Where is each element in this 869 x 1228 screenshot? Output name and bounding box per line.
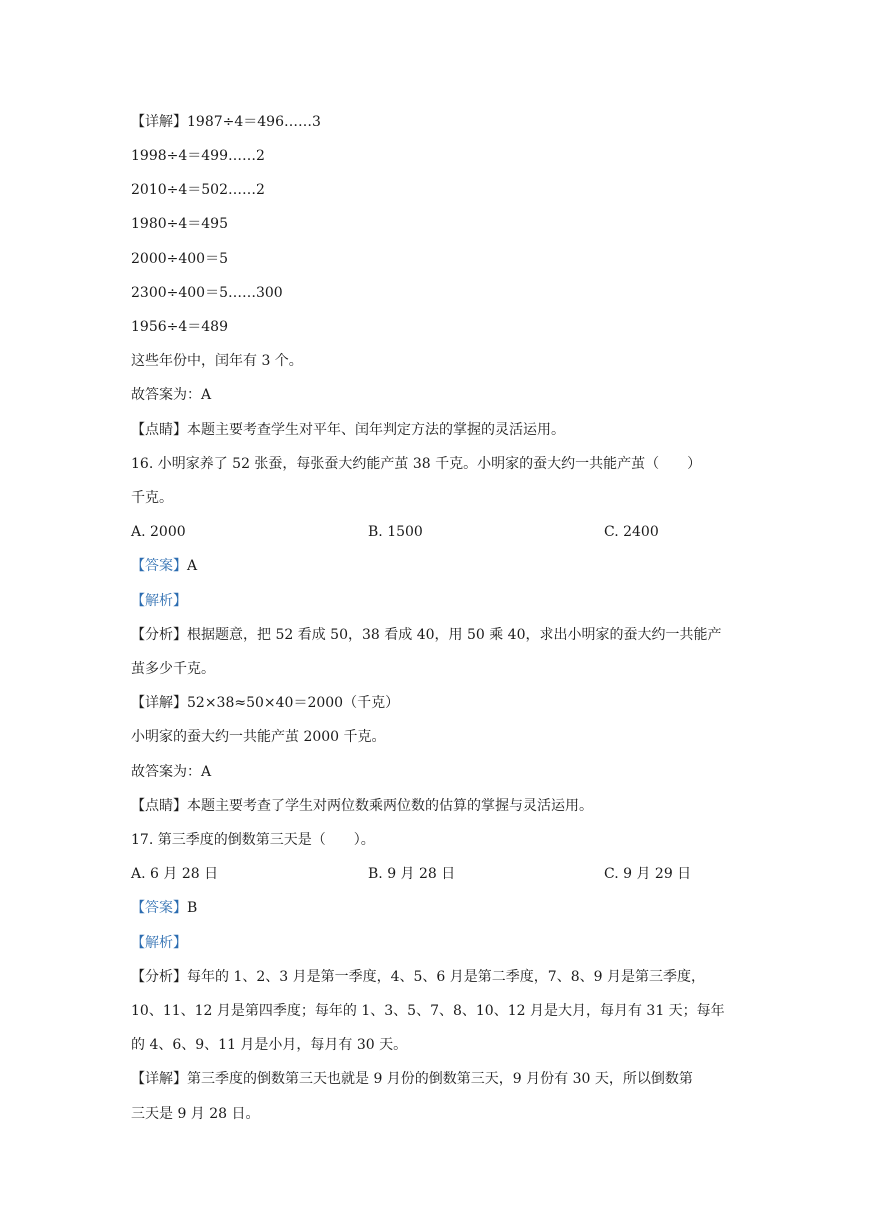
q17-question: 17. 第三季度的倒数第三天是（ ）。 (131, 832, 375, 848)
q16-analysis-cont: 茧多少千克。 (131, 661, 215, 677)
q17-analysis: 【分析】每年的 1、2、3 月是第一季度，4、5、6 月是第二季度，7、8、9 月是第三季度， (131, 969, 705, 985)
q15-detail-line: 1956÷4＝489 (131, 319, 228, 335)
answer-value: A (187, 558, 198, 574)
q17-option-a: A. 6 月 28 日 (131, 866, 219, 882)
q16-option-a: A. 2000 (131, 524, 186, 540)
q16-question-cont: 千克。 (131, 490, 173, 506)
q15-comment: 【点睛】本题主要考查学生对平年、闰年判定方法的掌握的灵活运用。 (131, 422, 565, 438)
q15-detail-line: 1980÷4＝495 (131, 216, 228, 232)
q17-option-b: B. 9 月 28 日 (368, 866, 456, 882)
q17-analysis-tag: 【解析】 (131, 935, 187, 951)
q16-comment: 【点睛】本题主要考查了学生对两位数乘两位数的估算的掌握与灵活运用。 (131, 798, 593, 814)
q17-detail: 【详解】第三季度的倒数第三天也就是 9 月份的倒数第三天，9 月份有 30 天，所以倒数第 (131, 1071, 693, 1087)
q16-conclusion: 故答案为：A (131, 764, 212, 780)
q17-analysis-cont: 10、11、12 月是第四季度；每年的 1、3、5、7、8、10、12 月是大月，每月有 31 天；每年 (131, 1003, 725, 1019)
q16-option-b: B. 1500 (368, 524, 423, 540)
q15-detail-line: 这些年份中，闰年有 3 个。 (131, 353, 303, 369)
q16-option-c: C. 2400 (604, 524, 659, 540)
answer-tag: 【答案】 (131, 900, 187, 916)
q16-analysis-tag: 【解析】 (131, 593, 187, 609)
q17-option-c: C. 9 月 29 日 (604, 866, 692, 882)
q15-detail-line: 2000÷400＝5 (131, 251, 228, 267)
q15-detail-line: 1998÷4＝499……2 (131, 148, 265, 164)
q16-detail-cont: 小明家的蚕大约一共能产茧 2000 千克。 (131, 729, 386, 745)
q15-detail-line: 2300÷400＝5……300 (131, 285, 283, 301)
q15-detail-line: 【详解】1987÷4＝496……3 (131, 114, 321, 130)
answer-tag: 【答案】 (131, 558, 187, 574)
answer-value: B (187, 900, 198, 916)
q17-answer (131, 899, 197, 917)
q16-question: 16. 小明家养了 52 张蚕，每张蚕大约能产茧 38 千克。小明家的蚕大约一共能产茧（ ） (131, 456, 702, 472)
q17-analysis-cont: 的 4、6、9、11 月是小月，每月有 30 天。 (131, 1037, 408, 1053)
q16-analysis: 【分析】根据题意，把 52 看成 50，38 看成 40，用 50 乘 40，求出小明家的蚕大约一共能产 (131, 627, 722, 643)
q15-conclusion: 故答案为：A (131, 387, 212, 403)
q16-detail: 【详解】52×38≈50×40＝2000（千克） (131, 695, 400, 711)
q16-answer (131, 557, 197, 575)
q17-detail-cont: 三天是 9 月 28 日。 (131, 1106, 260, 1122)
q15-detail-line: 2010÷4＝502……2 (131, 182, 265, 198)
